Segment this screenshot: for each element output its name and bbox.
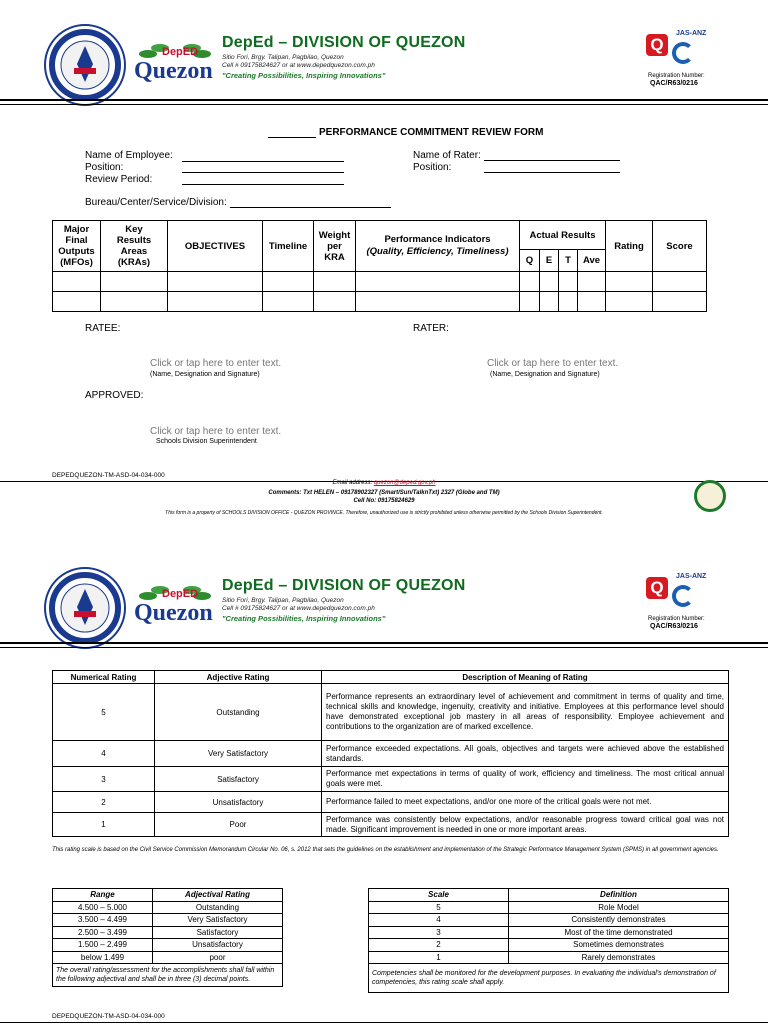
col-objectives: OBJECTIVES <box>168 221 263 272</box>
header-contact-2: Cell # 09175824627 or at www.depedquezon.com.ph <box>222 605 375 612</box>
jas-anz-label-2: JAS-ANZ <box>676 573 707 580</box>
header-tagline-2: "Creating Possibilities, Inspiring Innovations" <box>222 614 386 623</box>
footer-email-label: Email address: <box>332 480 374 486</box>
rater-name-field[interactable] <box>484 160 620 161</box>
table-row: 4 Very Satisfactory Performance exceeded expectations. All goals, objectives and targets were achieved above the established standards. <box>53 741 729 767</box>
rating-table-note: This rating scale is based on the Civil Service Commission Memorandum Circular No. 06, s. 2012 that sets the guidelines on the establishment and implementation of the Strategic Performance Management System (SPMS) in all government agencies. <box>52 847 719 853</box>
employee-name-field[interactable] <box>182 161 344 162</box>
ratee-signature-input[interactable]: Click or tap here to enter text. <box>150 358 282 369</box>
quezon-logo-text-2: Quezon <box>134 600 213 626</box>
col-timeline: Timeline <box>263 221 314 272</box>
employee-name-label: Name of Employee: <box>85 150 173 161</box>
footer-comments: Comments: Txt HELEN – 09178902327 (Smart/Sun/TalknTxt) 2327 (Globe and TM) <box>268 490 500 496</box>
rater-signature-caption: (Name, Designation and Signature) <box>490 371 600 378</box>
table-row: 2.500 – 3.499 Satisfactory <box>53 926 283 939</box>
header-rule-thin <box>0 104 768 105</box>
footer-property-note: This form is a property of SCHOOLS DIVISION OFFICE - QUEZON PROVINCE. Therefore, unauthorized use is strictly prohibited unless otherwise permitted by the Schools Division Superintendent. <box>165 510 603 516</box>
header-address-2: Sitio Fori, Brgy. Talipan, Pagbilao, Quezon <box>222 597 344 604</box>
table-row <box>53 292 707 312</box>
review-period-field[interactable] <box>182 184 344 185</box>
footer-email-link[interactable]: quezon@deped.gov.ph <box>373 480 436 486</box>
deped-seal-logo-2 <box>44 567 126 649</box>
header-title-2: DepEd – DIVISION OF QUEZON <box>222 577 466 594</box>
footer-cell: Cell No: 09175824629 <box>353 498 415 504</box>
table-row: 4.500 – 5.000 Outstanding <box>53 901 283 914</box>
table-row: 1.500 – 2.499 Unsatisfactory <box>53 939 283 952</box>
col-ave: Ave <box>578 250 606 272</box>
col-score: Score <box>653 221 707 272</box>
col-rating: Rating <box>606 221 653 272</box>
col-e: E <box>540 250 559 272</box>
competency-scale-table <box>368 888 729 993</box>
ratee-label: RATEE: <box>85 323 121 334</box>
rater-position-field[interactable] <box>484 172 620 173</box>
table-row: 2 Unsatisfactory Performance failed to meet expectations, and/or one more of the critical goals were not met. <box>53 792 729 813</box>
reg-label-2: Registration Number: <box>648 616 705 622</box>
rater-position-label: Position: <box>413 162 452 173</box>
bureau-field[interactable] <box>230 207 391 208</box>
jas-anz-icon-2 <box>672 585 694 607</box>
header-contact: Cell # 09175824627 or at www.depedquezon.com.ph <box>222 62 375 69</box>
range-col-range: Range <box>53 889 153 902</box>
scale-col-definition: Definition <box>509 889 729 902</box>
rater-name-label: Name of Rater: <box>413 150 481 161</box>
table-row <box>53 272 707 292</box>
footer-email-line <box>0 480 768 486</box>
reg-number: QAC/R63/0216 <box>650 80 698 87</box>
form-title-blank <box>268 137 316 138</box>
scale-col-scale: Scale <box>369 889 509 902</box>
doc-code-2: DEPEDQUEZON-TM-ASD-04-034-000 <box>52 1013 165 1020</box>
reg-label: Registration Number: <box>648 73 705 79</box>
table-row: 4 Consistently demonstrates <box>369 914 729 927</box>
range-table-note: The overall rating/assessment for the accomplishments shall fall within the following adjectival and shall be in three (3) decimal points. <box>53 964 283 987</box>
rater-signature-input[interactable]: Click or tap here to enter text. <box>487 358 619 369</box>
col-weight: Weight per KRA <box>314 221 356 272</box>
header-rule <box>0 99 768 101</box>
rating-scale-table <box>52 670 729 837</box>
approver-caption: Schools Division Superintendent <box>156 438 257 445</box>
footer-rule-2 <box>0 1022 768 1023</box>
approved-label: APPROVED: <box>85 390 144 401</box>
approver-signature-input[interactable]: Click or tap here to enter text. <box>150 426 282 437</box>
doc-code: DEPEDQUEZON-TM-ASD-04-034-000 <box>52 472 165 479</box>
table-row: 2 Sometimes demonstrates <box>369 939 729 952</box>
reg-number-2: QAC/R63/0216 <box>650 623 698 630</box>
table-row: 3 Most of the time demonstrated <box>369 926 729 939</box>
quezon-logo <box>130 40 212 90</box>
col-actual-results: Actual Results <box>520 221 606 250</box>
range-table <box>52 888 283 987</box>
certification-logo-2 <box>640 573 708 615</box>
quezon-logo-2 <box>130 582 212 632</box>
col-q: Q <box>520 250 540 272</box>
header-rule-2 <box>0 642 768 644</box>
range-col-adjectival: Adjectival Rating <box>153 889 283 902</box>
table-row: 1 Poor Performance was consistently below expectations, and/or reasonable progress toward critical goal was not made. Significant improvement is needed in one or more important areas. <box>53 813 729 837</box>
header-title: DepEd – DIVISION OF QUEZON <box>222 34 466 51</box>
rating-col-description: Description of Meaning of Rating <box>322 671 729 684</box>
employee-position-label: Position: <box>85 162 124 173</box>
header-tagline: "Creating Possibilities, Inspiring Innovations" <box>222 71 386 80</box>
q-cert-icon: Q <box>646 34 668 56</box>
table-row: 1 Rarely demonstrates <box>369 951 729 964</box>
quezon-logo-top-2: DepED <box>162 588 199 600</box>
review-period-label: Review Period: <box>85 174 153 185</box>
table-row: 5 Role Model <box>369 901 729 914</box>
jas-anz-label: JAS-ANZ <box>676 30 707 37</box>
col-t: T <box>559 250 578 272</box>
jas-anz-icon <box>672 42 694 64</box>
deped-seal-logo <box>44 24 126 106</box>
table-row: 5 Outstanding Performance represents an extraordinary level of achievement and commitment in terms of quality and time, technical skills and knowledge, ingenuity, creativity and initiative. Employees at this performance level should have demonstrated exceptional job mastery in all areas of responsibility. Employee achievement and contributions to the organization are of marked excellence. <box>53 684 729 741</box>
ratee-signature-caption: (Name, Designation and Signature) <box>150 371 260 378</box>
quezon-logo-top: DepED <box>162 46 199 58</box>
q-cert-icon-2: Q <box>646 577 668 599</box>
table-row: 3.500 – 4.499 Very Satisfactory <box>53 914 283 927</box>
footer-seal-icon <box>694 480 726 512</box>
rating-col-numerical: Numerical Rating <box>53 671 155 684</box>
rating-col-adjective: Adjective Rating <box>155 671 322 684</box>
table-row: below 1.499 poor <box>53 951 283 964</box>
col-indicators: Performance Indicators (Quality, Efficiency, Timeliness) <box>356 221 520 272</box>
header-rule-thin-2 <box>0 647 768 648</box>
header-address: Sitio Fori, Brgy. Talipan, Pagbilao, Quezon <box>222 54 344 61</box>
col-mfo: Major Final Outputs (MFOs) <box>53 221 101 272</box>
certification-logo <box>640 30 708 72</box>
bureau-label: Bureau/Center/Service/Division: <box>85 197 227 208</box>
table-row: 3 Satisfactory Performance met expectations in terms of quality of work, efficiency and timeliness. The most critical annual goals were met. <box>53 767 729 792</box>
commitment-table <box>52 220 707 312</box>
employee-position-field[interactable] <box>182 172 344 173</box>
quezon-logo-text: Quezon <box>134 58 213 84</box>
form-title: PERFORMANCE COMMITMENT REVIEW FORM <box>319 127 544 138</box>
rater-label: RATER: <box>413 323 449 334</box>
scale-table-note: Competencies shall be monitored for the development purposes. In evaluating the individual's demonstration of competencies, this rating scale shall apply. <box>369 964 729 993</box>
col-kra: Key Results Areas (KRAs) <box>101 221 168 272</box>
